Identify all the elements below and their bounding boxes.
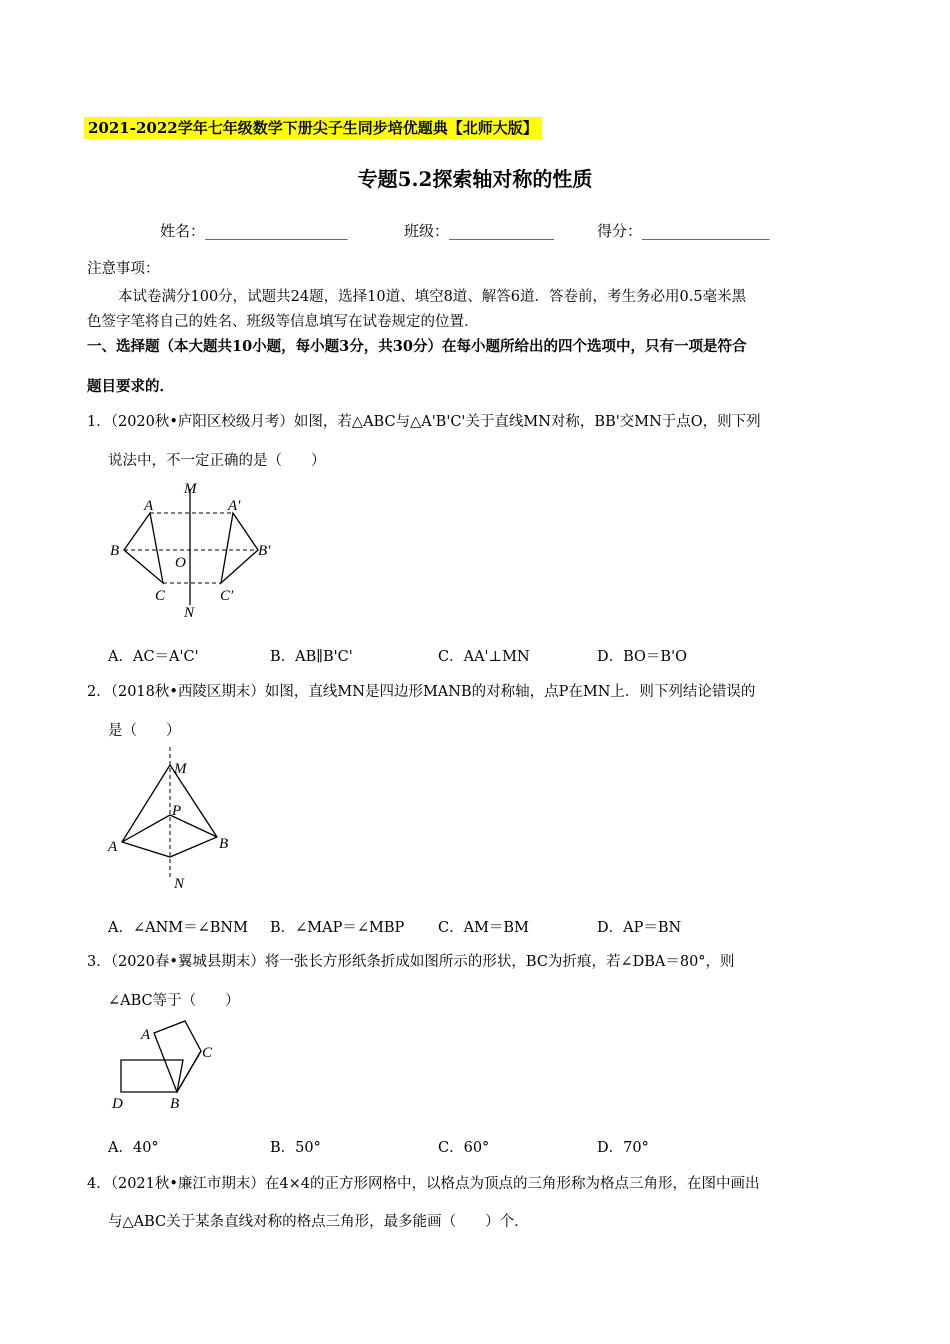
q1-option-c[interactable]: C．AA'⊥MN [438, 649, 530, 665]
q4-stem-1: 4．（2021秋•廉江市期末）在4×4的正方形网格中，以格点为顶点的三角形称为格点三角形，在图中画出 [87, 1176, 760, 1192]
section-heading-1: 一、选择题（本大题共10小题，每小题3分，共30分）在每小题所给出的四个选项中，只有一项是符合 [87, 338, 747, 355]
notice-heading: 注意事项： [87, 261, 160, 277]
q1-label-a-prime: A′ [228, 498, 241, 514]
q3-option-b[interactable]: B．50° [270, 1140, 321, 1156]
q1-stem-2: 说法中，不一定正确的是（ ） [108, 453, 326, 469]
q2-label-m: M [174, 761, 187, 777]
q3-option-a[interactable]: A．40° [108, 1140, 159, 1156]
q1-label-c-prime: C′ [220, 588, 234, 604]
q2-option-d[interactable]: D．AP＝BN [597, 920, 682, 936]
q1-label-n: N [184, 605, 195, 621]
score-field[interactable]: 得分：_________________ [597, 222, 770, 240]
q3-label-a: A [141, 1027, 151, 1043]
q1-label-a: A [144, 498, 154, 514]
notice-line-1: 本试卷满分100分，试题共24题，选择10道、填空8道、解答6道．答卷前，考生务必用0.5毫米黑 [118, 289, 747, 305]
section-heading-2: 题目要求的． [87, 378, 174, 395]
q1-label-c: C [155, 588, 166, 604]
q3-label-b: B [170, 1096, 180, 1112]
q1-label-o: O [175, 555, 186, 571]
q4-stem-2: 与△ABC关于某条直线对称的格点三角形，最多能画（ ）个． [108, 1214, 529, 1230]
q1-stem-1: 1．（2020秋•庐阳区校级月考）如图，若△ABC与△A'B'C'关于直线MN对称，BB'交MN于点O，则下列 [87, 414, 761, 430]
q3-stem-1: 3．（2020春•翼城县期末）将一张长方形纸条折成如图所示的形状，BC为折痕，若∠DBA＝80°，则 [87, 954, 735, 970]
q2-option-a[interactable]: A．∠ANM＝∠BNM [108, 920, 248, 936]
q1-option-d[interactable]: D．BO＝B'O [597, 649, 687, 665]
q1-label-m: M [184, 481, 197, 497]
q2-stem-1: 2．（2018秋•西陵区期末）如图，直线MN是四边形MANB的对称轴，点P在MN上．则下列结论错误的 [87, 684, 756, 700]
q2-figure [100, 745, 240, 895]
q3-label-d: D [112, 1096, 123, 1112]
q2-label-n: N [174, 876, 185, 892]
q3-stem-2: ∠ABC等于（ ） [108, 993, 240, 1009]
q1-label-b-prime: B′ [258, 543, 271, 559]
q2-label-a: A [108, 839, 118, 855]
q1-label-b: B [110, 543, 120, 559]
class-field[interactable]: 班级：______________ [404, 222, 555, 240]
q3-figure [105, 1015, 225, 1115]
notice-line-2: 色签字笔将自己的姓名、班级等信息填写在试卷规定的位置． [87, 314, 479, 330]
page-title: 专题5.2探索轴对称的性质 [357, 167, 593, 191]
q2-stem-2: 是（ ） [108, 723, 181, 739]
q2-label-p: P [172, 803, 182, 819]
q2-option-c[interactable]: C．AM＝BM [438, 920, 529, 936]
q1-option-b[interactable]: B．AB∥B'C' [270, 649, 353, 665]
name-field[interactable]: 姓名：___________________ [160, 222, 348, 240]
q1-option-a[interactable]: A．AC＝A'C' [108, 649, 199, 665]
q3-label-c: C [202, 1045, 213, 1061]
banner: 2021-2022学年七年级数学下册尖子生同步培优题典【北师大版】 [84, 117, 542, 139]
q2-option-b[interactable]: B．∠MAP＝∠MBP [270, 920, 405, 936]
q3-option-c[interactable]: C．60° [438, 1140, 490, 1156]
q3-option-d[interactable]: D．70° [597, 1140, 649, 1156]
q2-label-b: B [219, 836, 229, 852]
q1-figure [100, 475, 290, 625]
